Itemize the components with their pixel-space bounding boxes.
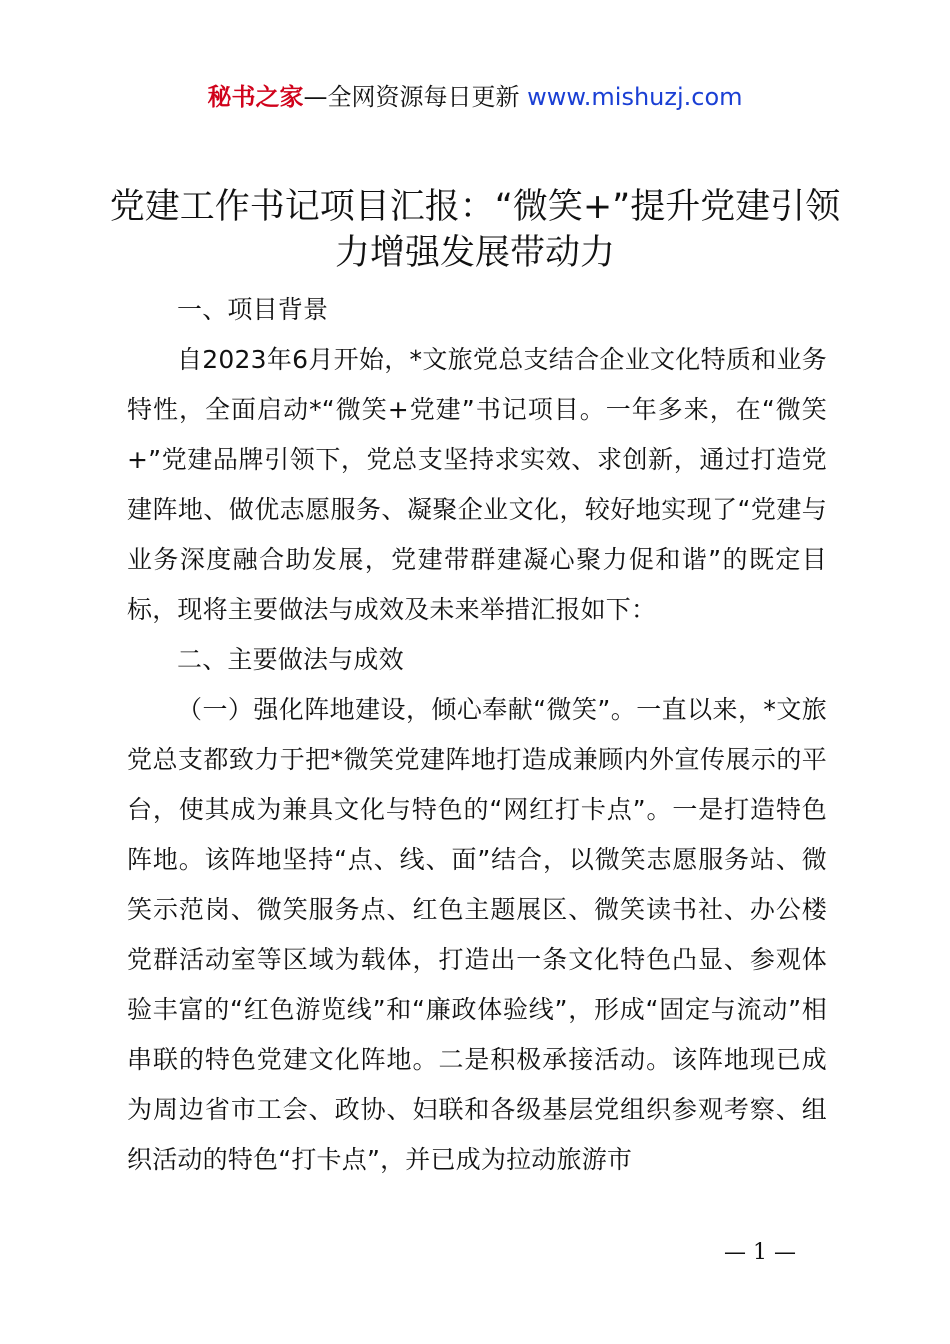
document-body — [127, 285, 827, 1185]
site-name: 秘书之家 — [207, 83, 304, 111]
site-tagline: —全网资源每日更新 — [303, 83, 528, 111]
document-title: 党建工作书记项目汇报：“微笑+”提升党建引领力增强发展带动力 — [109, 187, 841, 273]
page-number: — 1 — — [724, 1240, 796, 1265]
section-heading-practices: 二、主要做法与成效 — [177, 645, 404, 674]
section-heading-background: 一、项目背景 — [177, 295, 329, 324]
paragraph-background: 自2023年6月开始，*文旅党总支结合企业文化特质和业务特性，全面启动*“微笑+党建”书记项目。一年多来，在“微笑+”党建品牌引领下，党总支坚持求实效、求创新，通过打造党建阵地、做优志愿服务、凝聚企业文化，较好地实现了“党建与业务深度融合助发展，党建带群建凝心聚力促和谐”的既定目标，现将主要做法与成效及未来举措汇报如下： — [127, 345, 827, 624]
site-url-link[interactable]: www.mishuzj.com — [527, 83, 743, 111]
site-header — [0, 82, 950, 112]
paragraph-practices-1: （一）强化阵地建设，倾心奉献“微笑”。一直以来，*文旅党总支都致力于把*微笑党建阵地打造成兼顾内外宣传展示的平台，使其成为兼具文化与特色的“网红打卡点”。一是打造特色阵地。该阵地坚持“点、线、面”结合，以微笑志愿服务站、微笑示范岗、微笑服务点、红色主题展区、微笑读书社、办公楼党群活动室等区域为载体，打造出一条文化特色凸显、参观体验丰富的“红色游览线”和“廉政体验线”，形成“固定与流动”相串联的特色党建文化阵地。二是积极承接活动。该阵地现已成为周边省市工会、政协、妇联和各级基层党组织参观考察、组织活动的特色“打卡点”，并已成为拉动旅游市 — [127, 695, 827, 1174]
